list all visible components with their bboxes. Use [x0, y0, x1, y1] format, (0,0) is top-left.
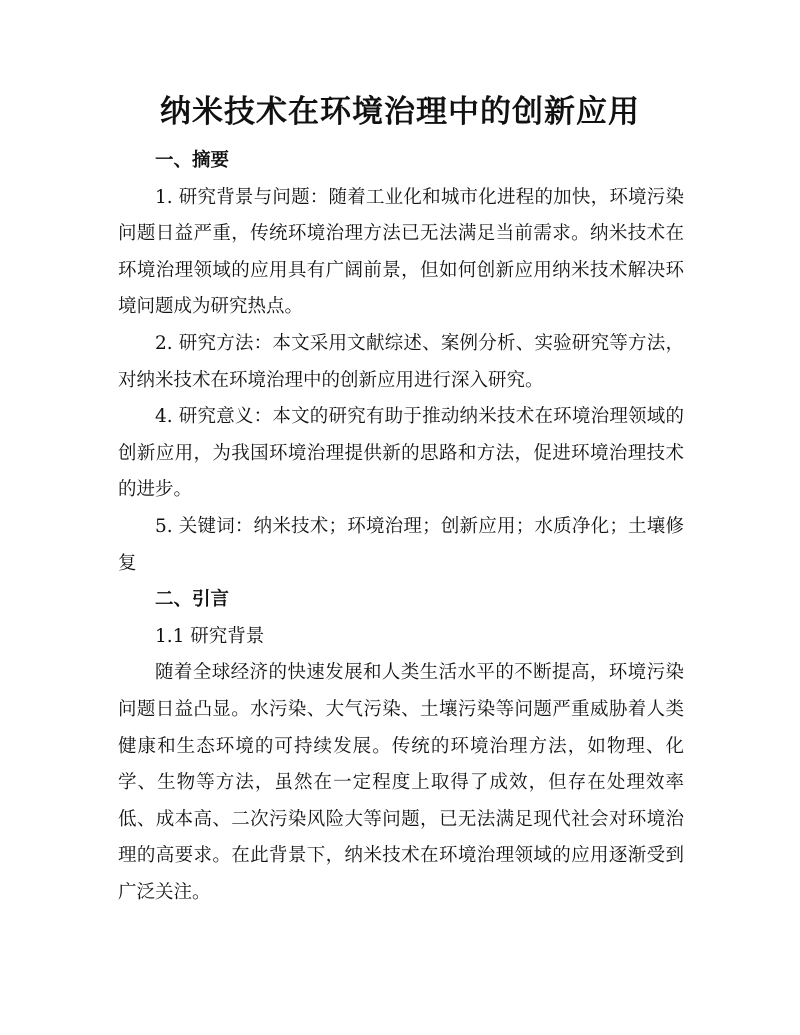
section-heading-abstract: 一、摘要 — [155, 150, 230, 171]
section-heading-introduction: 二、引言 — [155, 589, 230, 611]
document-title: 纳米技术在环境治理中的创新应用 — [160, 94, 640, 130]
subsection-heading-background: 1.1 研究背景 — [155, 625, 265, 647]
abstract-keywords: 5. 关键词：纳米技术；环境治理；创新应用；水质净化；土壤修复 — [118, 515, 684, 574]
abstract-paragraph: 2. 研究方法：本文采用文献综述、案例分析、实验研究等方法，对纳米技术在环境治理中的创新应用进行深入研究。 — [118, 332, 684, 391]
abstract-paragraph: 1. 研究背景与问题：随着工业化和城市化进程的加快，环境污染问题日益严重，传统环境治理方法已无法满足当前需求。纳米技术在环境治理领域的应用具有广阔前景，但如何创新应用纳米技术解决环境问题成为研究热点。 — [118, 186, 684, 318]
document-body — [118, 143, 684, 911]
abstract-paragraph: 4. 研究意义：本文的研究有助于推动纳米技术在环境治理领域的创新应用，为我国环境治理提供新的思路和方法，促进环境治理技术的进步。 — [118, 406, 684, 501]
introduction-paragraph: 随着全球经济的快速发展和人类生活水平的不断提高，环境污染问题日益凸显。水污染、大气污染、土壤污染等问题严重威胁着人类健康和生态环境的可持续发展。传统的环境治理方法，如物理、化学、生物等方法，虽然在一定程度上取得了成效，但存在处理效率低、成本高、二次污染风险大等问题，已无法满足现代社会对环境治理的高要求。在此背景下，纳米技术在环境治理领域的应用逐渐受到广泛关注。 — [118, 662, 684, 903]
